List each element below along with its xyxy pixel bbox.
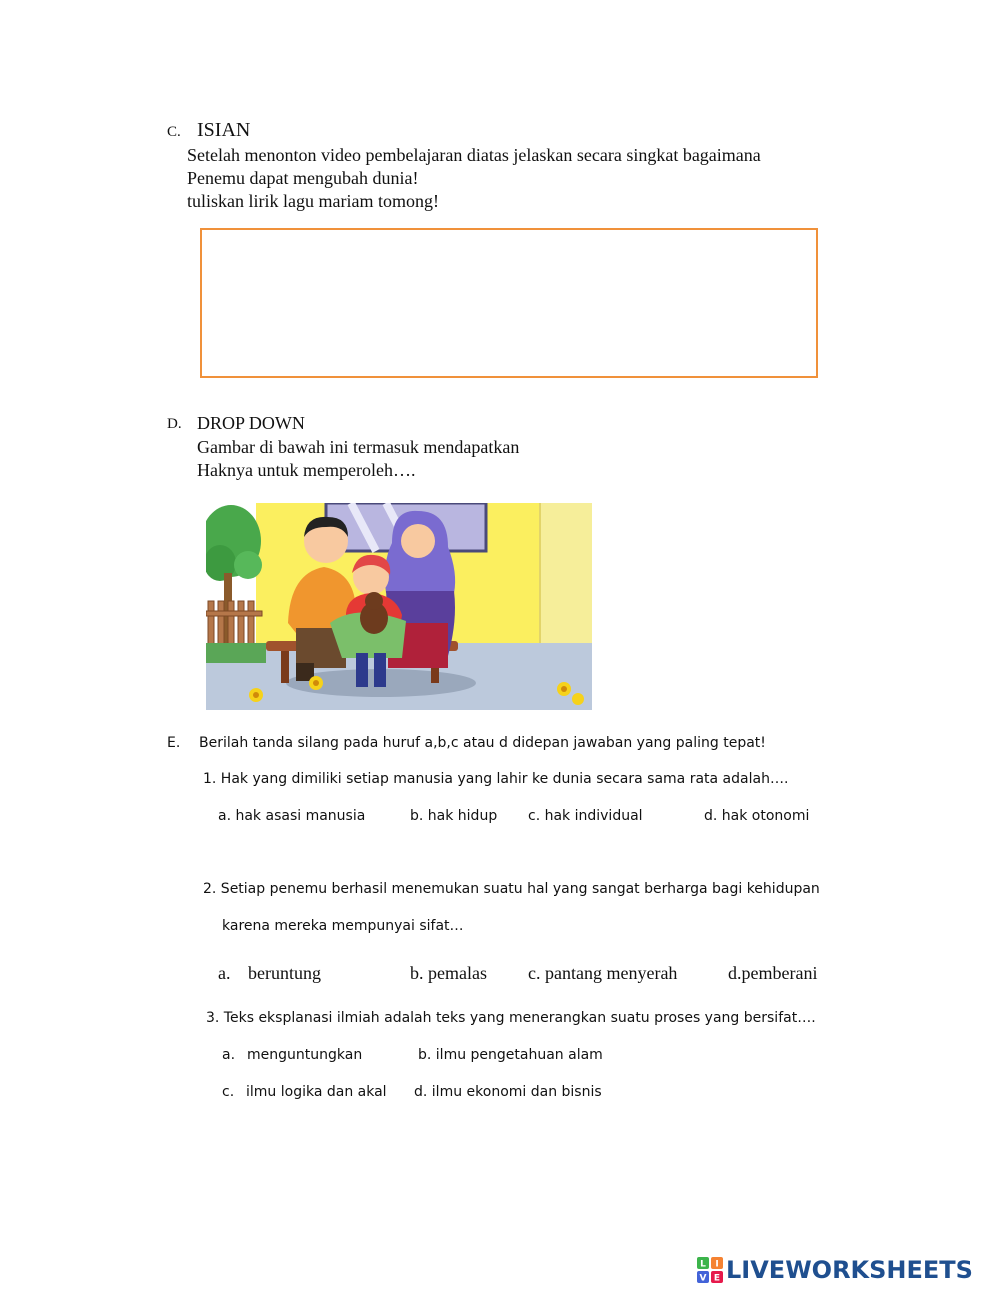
q3-option-a-letter: a. xyxy=(222,1047,236,1063)
question-3: 3. Teks eksplanasi ilmiah adalah teks yang menerangkan suatu proses yang bersifat…. xyxy=(206,1010,816,1026)
section-c-line-1: Setelah menonton video pembelajaran diatas jelaskan secara singkat bagaimana xyxy=(187,145,761,165)
q2-option-d[interactable]: d.pemberani xyxy=(728,963,818,983)
q3-option-b[interactable]: b. ilmu pengetahuan alam xyxy=(418,1047,603,1063)
q2-option-b[interactable]: b. pemalas xyxy=(410,963,487,983)
family-illustration xyxy=(206,503,592,710)
logo-letter-e: E xyxy=(713,1273,721,1283)
liveworksheets-logo-icon xyxy=(697,1257,723,1283)
liveworksheets-brand xyxy=(697,1255,973,1285)
section-d-title: DROP DOWN xyxy=(197,413,305,433)
section-c-line-2: Penemu dapat mengubah dunia! xyxy=(187,168,419,188)
q1-option-b[interactable]: b. hak hidup xyxy=(410,808,498,824)
section-d-line-2: Haknya untuk memperoleh…. xyxy=(197,460,416,480)
q1-option-d[interactable]: d. hak otonomi xyxy=(704,808,810,824)
q3-option-c[interactable]: ilmu logika dan akal xyxy=(246,1084,387,1100)
q1-option-a[interactable]: a. hak asasi manusia xyxy=(218,808,366,824)
q3-option-a[interactable]: menguntungkan xyxy=(247,1047,363,1063)
q1-option-c[interactable]: c. hak individual xyxy=(528,808,643,824)
q2-option-a[interactable]: beruntung xyxy=(248,963,321,983)
section-c-letter: C. xyxy=(167,124,181,140)
q2-option-c[interactable]: c. pantang menyerah xyxy=(528,963,678,983)
logo-letter-l: L xyxy=(700,1259,706,1270)
question-2-line-1: 2. Setiap penemu berhasil menemukan suatu hal yang sangat berharga bagi kehidupan xyxy=(203,881,820,897)
section-e-instruction: Berilah tanda silang pada huruf a,b,c atau d didepan jawaban yang paling tepat! xyxy=(199,735,766,751)
section-d-letter: D. xyxy=(167,416,182,432)
section-d-line-1: Gambar di bawah ini termasuk mendapatkan xyxy=(197,437,520,457)
section-d-instructions xyxy=(197,436,519,482)
logo-letter-v: V xyxy=(699,1273,707,1283)
q3-option-c-letter: c. xyxy=(222,1084,235,1100)
question-2-line-2: karena mereka mempunyai sifat… xyxy=(222,918,464,934)
section-e-letter: E. xyxy=(167,735,181,751)
liveworksheets-wordmark: LIVEWORKSHEETS xyxy=(726,1256,973,1284)
q3-option-d[interactable]: d. ilmu ekonomi dan bisnis xyxy=(414,1084,602,1100)
q2-option-a-letter: a. xyxy=(218,963,231,983)
logo-letter-i: I xyxy=(715,1259,719,1270)
section-c-title: ISIAN xyxy=(197,119,251,141)
question-1: 1. Hak yang dimiliki setiap manusia yang lahir ke dunia secara sama rata adalah…. xyxy=(203,771,789,787)
answer-textbox[interactable] xyxy=(200,228,818,378)
section-c-instructions xyxy=(187,144,761,213)
section-c-line-3: tuliskan lirik lagu mariam tomong! xyxy=(187,191,439,211)
